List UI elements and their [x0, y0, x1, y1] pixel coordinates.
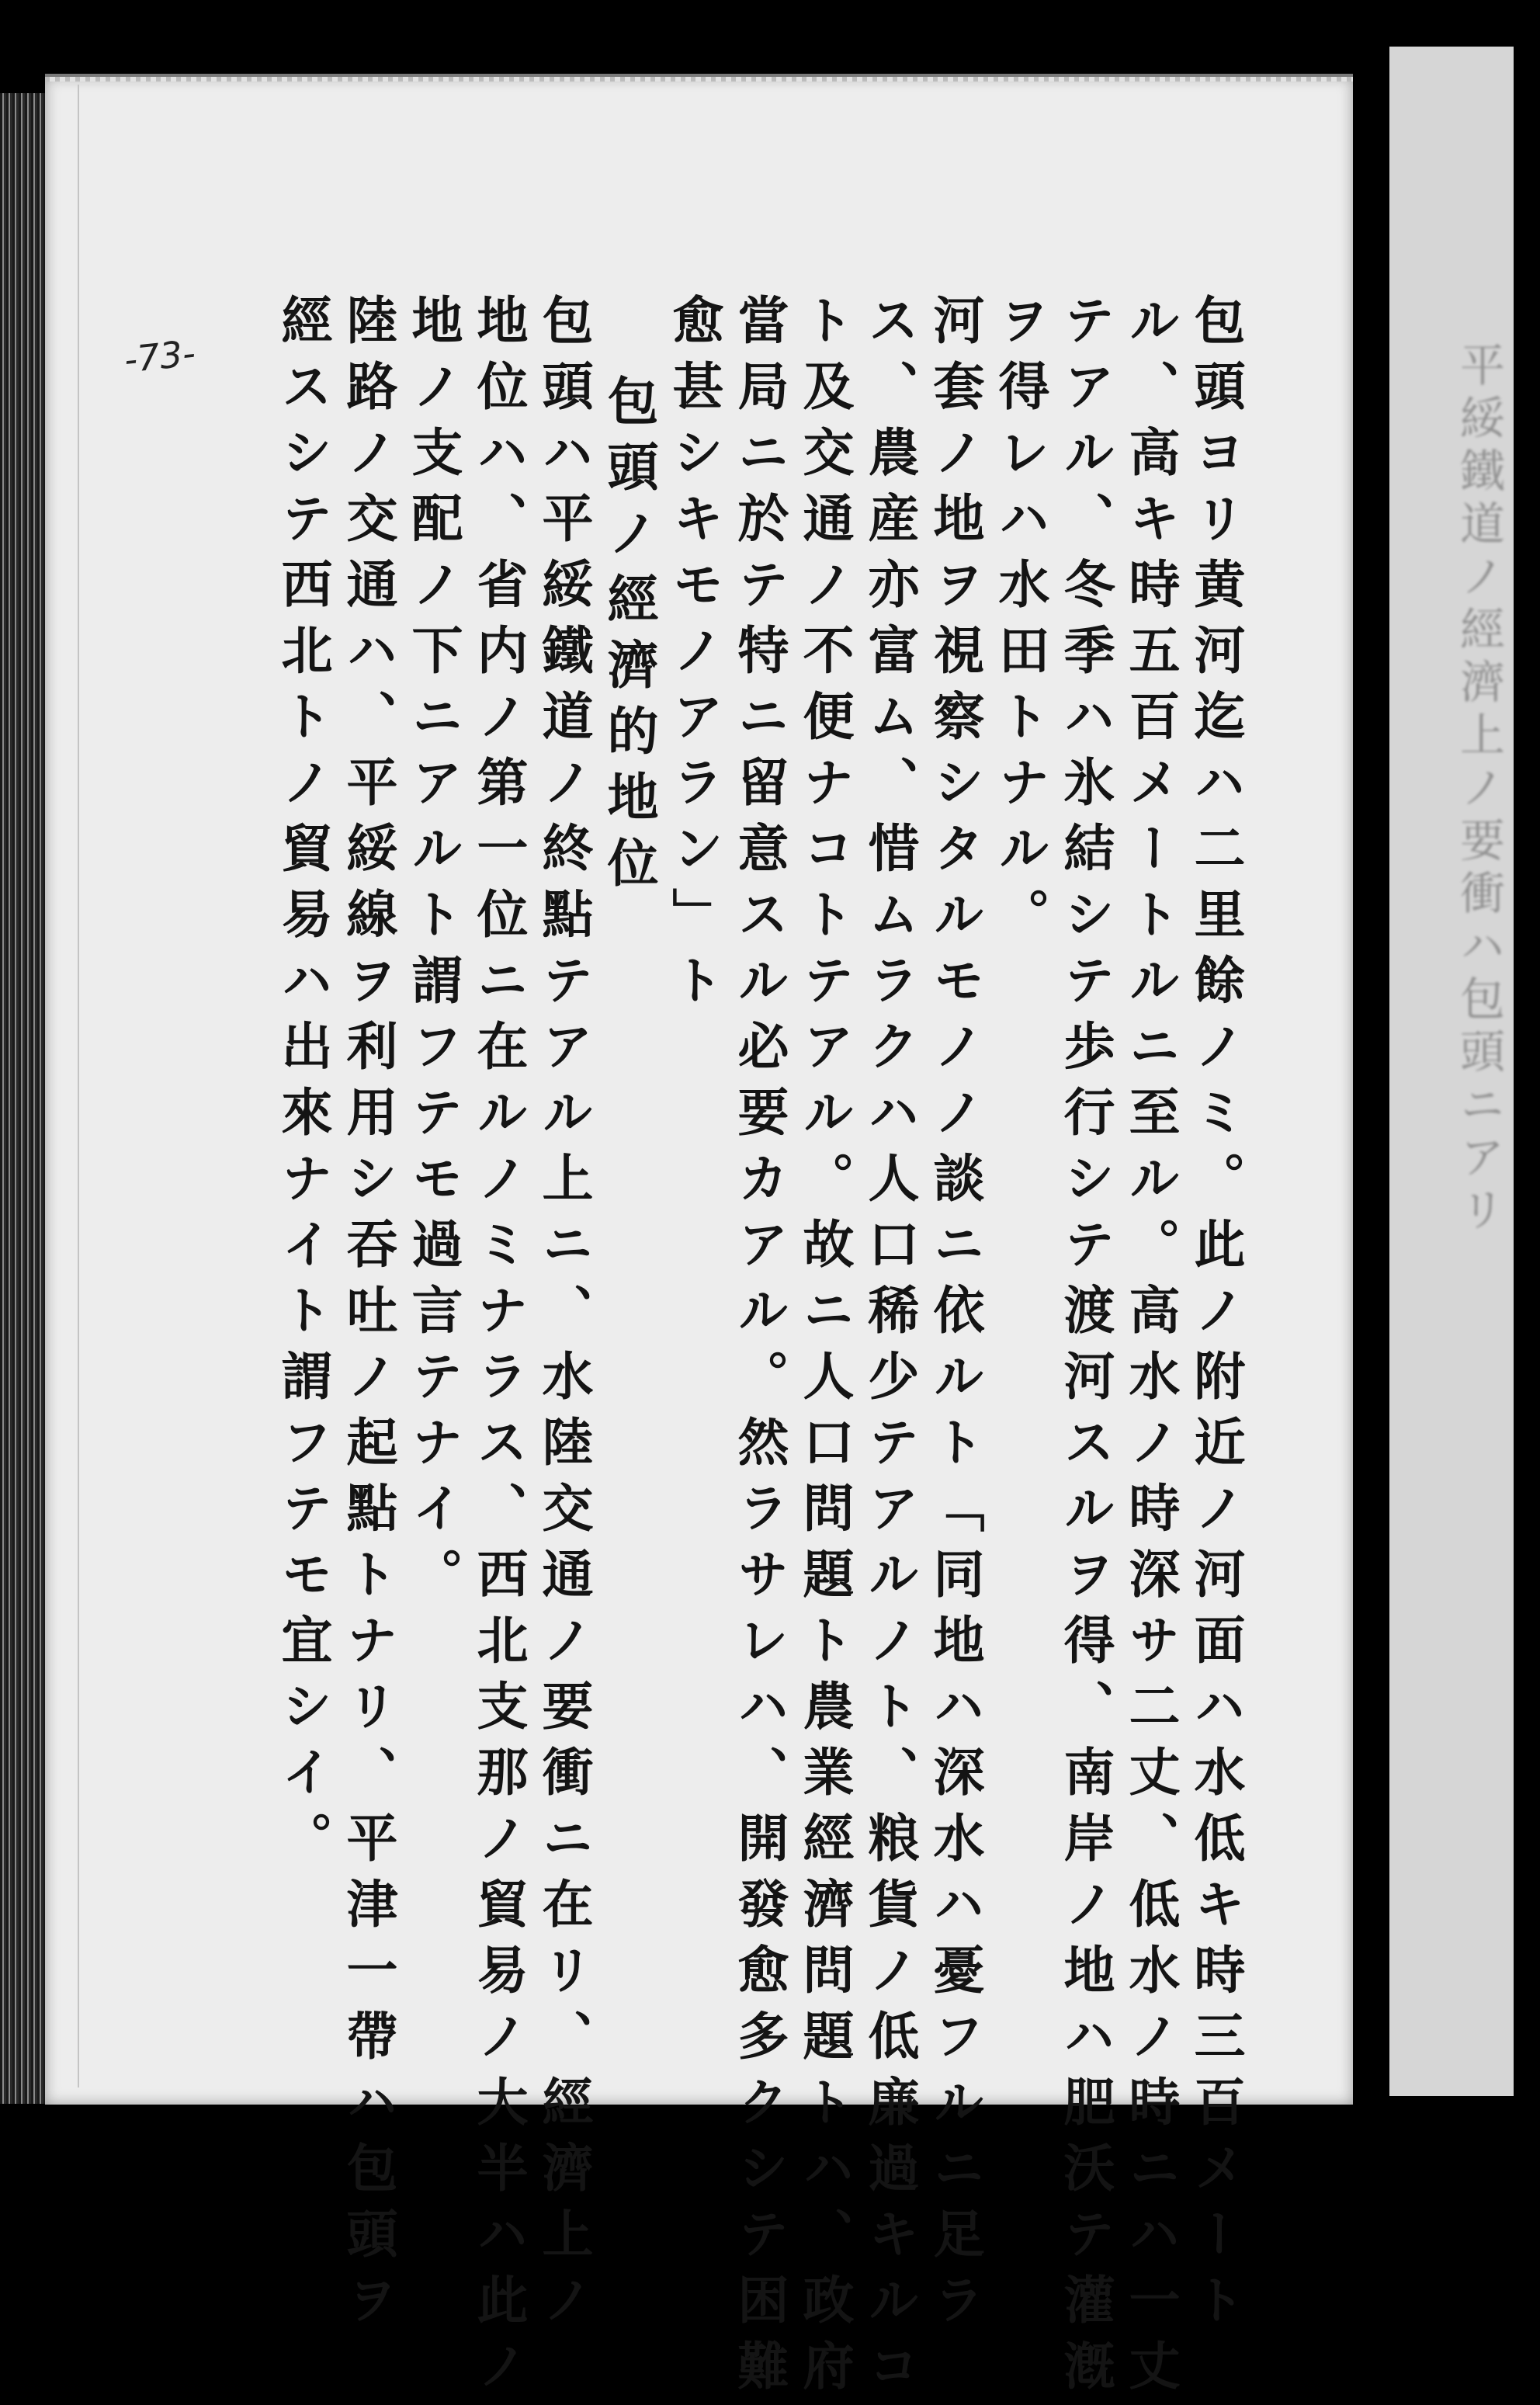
- text-column-4: ヲ得レハ水田トナル。: [990, 293, 1050, 953]
- page-top-border: [45, 77, 1353, 82]
- text-column-2: ル、高キ時五百メートルニ至ル。高水ノ時深サ二丈、低水ノ時ニハ一丈: [1120, 293, 1181, 2405]
- text-column-14: 陸路ノ交通ハ、平綏線ヲ利用シ吞吐ノ起點トナリ、平津一帶ハ包頭ヲ: [338, 293, 398, 2339]
- text-column-9: 愈甚シキモノアラン」ト: [664, 293, 724, 1019]
- vertical-text-body: [270, 293, 1248, 2405]
- text-column-6: ス、農産亦富ム、惜ムラクハ人口稀少テアルノト、粮貨ノ低廉過キルコ: [859, 293, 920, 2405]
- text-column-11: 包頭ハ平綏鐵道ノ終點テアル上ニ、水陸交通ノ要衝ニ在リ、經濟上ノ: [533, 293, 594, 2339]
- section-heading: 包頭ノ經濟的地位: [598, 374, 659, 902]
- text-column-8: 當局ニ於テ特ニ留意スル必要カアル。然ラサレハ、開發愈多クシテ困難: [729, 293, 789, 2405]
- text-column-15: 經スシテ西北トノ貿易ハ出來ナイト謂フテモ宜シイ。: [272, 293, 333, 1877]
- text-column-3: テアル、冬季ハ氷結シテ歩行シテ渡河スルヲ得、南岸ノ地ハ肥沃テ灌漑: [1055, 293, 1115, 2405]
- adjacent-page: [1389, 47, 1514, 2096]
- adjacent-page-text: 平綏鐵道ノ經濟上ノ要衝ハ包頭ニアリ: [1452, 342, 1505, 1239]
- text-column-5: 河套ノ地ヲ視察シタルモノノ談ニ依ルト「同地ハ深水ハ憂フルニ足ラ: [924, 293, 985, 2339]
- page-number: -73-: [122, 331, 198, 381]
- margin-rule: [78, 85, 79, 2087]
- text-column-13: 地ノ支配ノ下ニアルト謂フテモ過言テナイ。: [403, 293, 463, 1613]
- text-column-12: 地位ハ、省内ノ第一位ニ在ルノミナラス、西北支那ノ貿易ノ大半ハ此ノ: [468, 293, 529, 2405]
- text-column-1: 包頭ヨリ黄河迄ハ二里餘ノミ。此ノ附近ノ河面ハ水低キ時三百メート: [1185, 293, 1246, 2339]
- text-column-7: ト及交通ノ不便ナコトテアル。故ニ人口問題ト農業經濟問題トハ、政府: [794, 293, 855, 2405]
